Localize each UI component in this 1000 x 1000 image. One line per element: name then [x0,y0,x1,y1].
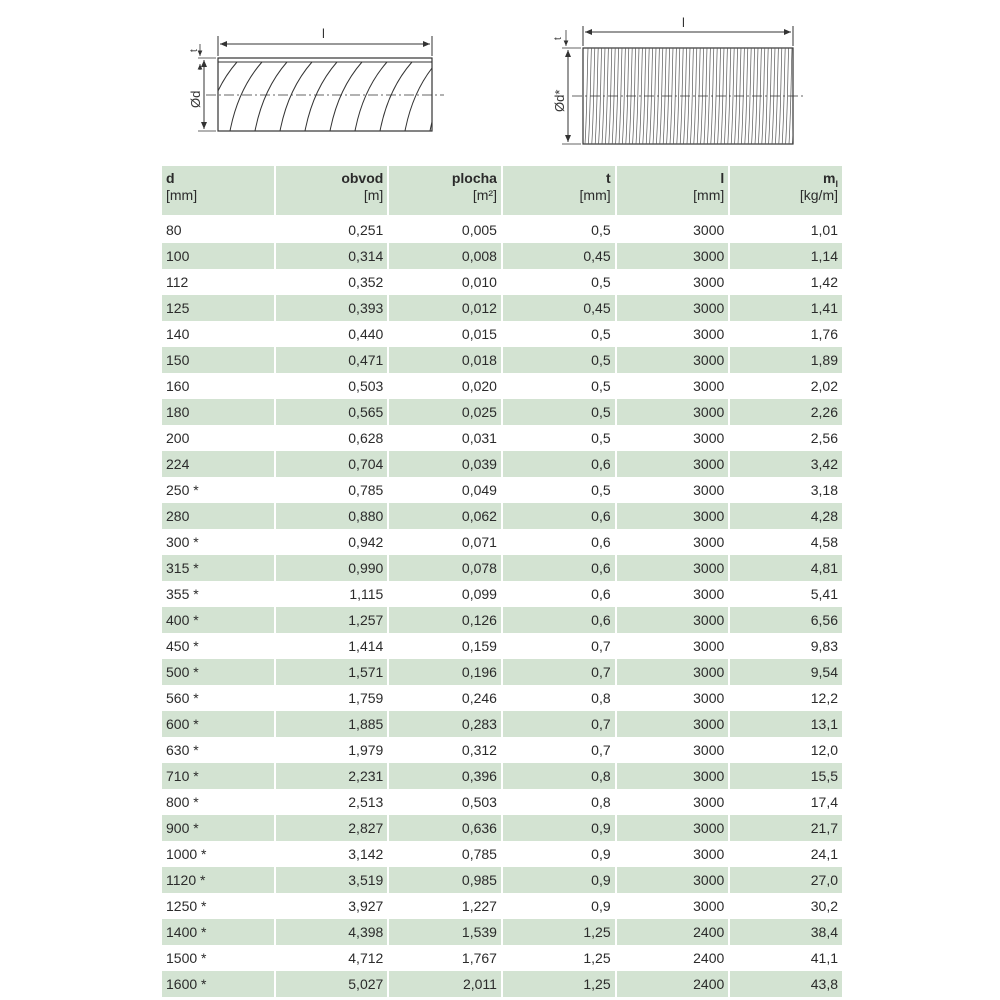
cell-ml: 1,14 [730,243,842,269]
cell-plocha: 0,062 [389,503,501,529]
flex-diameter-label: Ød* [552,89,567,112]
cell-d: 112 [166,274,189,290]
cell-l: 3000 [617,243,729,269]
cell-obvod: 1,257 [276,607,388,633]
cell-obvod: 1,885 [276,711,388,737]
cell-l: 3000 [693,482,725,498]
cell-d: 140 [166,326,190,342]
cell-l: 3000 [693,274,725,290]
cell-plocha: 0,196 [389,659,501,685]
cell-plocha: 0,503 [461,794,497,810]
header-ml-unit: [kg/m] [799,187,838,203]
header-ml-main: m [823,170,836,186]
cell-l: 3000 [617,659,729,685]
table-row [162,711,842,737]
cell-l: 3000 [693,898,725,914]
cell-ml: 2,26 [730,399,842,425]
cell-l: 3000 [617,503,729,529]
cell-plocha: 0,071 [461,534,497,550]
cell-d: 300 * [166,534,199,550]
cell-ml: 1,89 [730,347,842,373]
cell-plocha: 0,396 [389,763,501,789]
cell-plocha: 1,539 [389,919,501,945]
header-l-unit: [mm] [693,187,725,203]
cell-plocha: 1,767 [461,950,497,966]
cell-obvod: 3,927 [348,898,384,914]
cell-d: 800 * [166,794,199,810]
cell-ml: 1,01 [810,222,838,238]
cell-l: 3000 [693,378,725,394]
table-row [162,373,842,399]
cell-t: 0,7 [591,638,611,654]
cell-d: 1600 * [162,971,274,997]
cell-l: 3000 [617,399,729,425]
cell-d: 710 * [162,763,274,789]
cell-ml: 2,56 [810,430,838,446]
cell-l: 3000 [617,607,729,633]
spiral-duct-drawing [188,26,462,131]
cell-ml: 38,4 [730,919,842,945]
cell-plocha: 0,636 [389,815,501,841]
cell-obvod: 0,704 [276,451,388,477]
cell-t: 0,6 [503,451,615,477]
cell-d: 355 * [166,586,199,602]
cell-obvod: 4,712 [348,950,384,966]
cell-l: 3000 [693,690,725,706]
cell-l: 2400 [617,919,729,945]
cell-obvod: 0,990 [276,555,388,581]
cell-t: 0,5 [591,326,611,342]
table-row [162,295,842,321]
cell-plocha: 0,099 [461,586,497,602]
cell-ml: 15,5 [730,763,842,789]
header-t [503,166,615,217]
cell-obvod: 2,513 [348,794,384,810]
cell-obvod: 0,251 [348,222,384,238]
cell-obvod: 1,759 [348,690,384,706]
cell-obvod: 4,398 [276,919,388,945]
cell-ml: 43,8 [730,971,842,997]
cell-plocha: 0,018 [389,347,501,373]
cell-d: 1500 * [166,950,207,966]
cell-d: 315 * [162,555,274,581]
cell-l: 3000 [617,295,729,321]
cell-l: 3000 [693,326,725,342]
cell-d: 250 * [166,482,199,498]
header-obvod [276,166,388,217]
table-row [162,919,842,945]
cell-t: 0,9 [591,846,611,862]
cell-ml: 4,58 [810,534,838,550]
header-plocha-name: plocha [451,170,497,186]
table-row [162,607,842,633]
cell-d: 80 [166,222,182,238]
cell-d: 224 [162,451,274,477]
cell-obvod: 3,142 [348,846,384,862]
cell-ml: 27,0 [730,867,842,893]
cell-t: 0,9 [503,815,615,841]
cell-t: 0,5 [591,378,611,394]
cell-ml: 5,41 [810,586,838,602]
cell-t: 0,8 [591,794,611,810]
table-row [162,685,842,711]
spiral-seam [430,62,462,131]
header-t-name: t [605,170,611,186]
cell-obvod: 0,785 [348,482,384,498]
table-row [162,529,842,555]
cell-ml: 21,7 [730,815,842,841]
cell-plocha: 0,283 [389,711,501,737]
spec-table [160,166,844,997]
cell-obvod: 0,393 [276,295,388,321]
cell-plocha: 0,015 [461,326,497,342]
cell-plocha: 0,031 [461,430,497,446]
cell-obvod: 0,352 [348,274,384,290]
cell-d: 900 * [162,815,274,841]
cell-t: 0,8 [591,690,611,706]
table-row [162,841,842,867]
cell-t: 0,8 [503,763,615,789]
cell-l: 3000 [693,222,725,238]
cell-plocha: 1,227 [461,898,497,914]
cell-l: 3000 [693,534,725,550]
cell-ml: 4,81 [730,555,842,581]
cell-d: 630 * [166,742,199,758]
cell-d: 150 [162,347,274,373]
cell-ml: 2,02 [810,378,838,394]
table-header [162,166,842,217]
spiral-thickness-label: t [189,49,200,52]
cell-obvod: 3,519 [276,867,388,893]
cell-l: 2400 [693,950,725,966]
cell-obvod: 0,942 [348,534,384,550]
cell-ml: 17,4 [810,794,838,810]
duct-drawings [0,0,1000,165]
cell-plocha: 0,025 [389,399,501,425]
cell-ml: 3,42 [730,451,842,477]
cell-t: 0,5 [503,347,615,373]
header-d-unit: [mm] [166,187,198,203]
cell-ml: 3,18 [810,482,838,498]
cell-ml: 12,0 [810,742,838,758]
cell-ml: 1,76 [810,326,838,342]
spiral-diameter-label: Ød [188,90,203,108]
cell-t: 0,9 [503,867,615,893]
cell-l: 3000 [617,451,729,477]
cell-d: 1000 * [166,846,207,862]
table-row [162,867,842,893]
cell-t: 0,5 [591,482,611,498]
table-row [162,425,842,451]
cell-t: 0,6 [503,555,615,581]
cell-d: 280 [162,503,274,529]
cell-ml: 9,54 [730,659,842,685]
cell-d: 100 [162,243,274,269]
cell-plocha: 0,312 [461,742,497,758]
cell-d: 1120 * [162,867,274,893]
header-d-name: d [166,170,175,186]
cell-d: 1400 * [162,919,274,945]
cell-t: 0,7 [503,659,615,685]
cell-t: 0,7 [591,742,611,758]
cell-t: 0,6 [503,503,615,529]
flex-thickness-label: t [553,37,564,40]
cell-plocha: 2,011 [389,971,501,997]
cell-plocha: 0,039 [389,451,501,477]
cell-t: 0,9 [591,898,611,914]
table-row [162,893,842,919]
cell-d: 160 [166,378,190,394]
cell-t: 0,5 [503,399,615,425]
cell-ml: 24,1 [810,846,838,862]
header-plocha [389,166,501,217]
cell-d: 180 [162,399,274,425]
cell-obvod: 0,440 [348,326,384,342]
header-row [162,166,842,217]
cell-obvod: 1,571 [276,659,388,685]
table-row [162,581,842,607]
table-row [162,451,842,477]
cell-l: 3000 [693,846,725,862]
cell-t: 0,7 [503,711,615,737]
cell-obvod: 1,414 [348,638,384,654]
table-row [162,633,842,659]
cell-plocha: 0,008 [389,243,501,269]
header-ml-name [734,170,838,187]
cell-obvod: 0,503 [348,378,384,394]
cell-obvod: 0,628 [348,430,384,446]
header-d [162,166,274,217]
cell-t: 0,6 [591,534,611,550]
cell-t: 0,45 [503,243,615,269]
cell-t: 0,5 [591,274,611,290]
table-row [162,815,842,841]
cell-l: 3000 [617,815,729,841]
header-ml [730,166,842,217]
cell-ml: 1,41 [730,295,842,321]
table-row [162,217,842,243]
cell-l: 3000 [617,763,729,789]
cell-obvod: 2,827 [276,815,388,841]
cell-l: 2400 [617,971,729,997]
cell-t: 0,45 [503,295,615,321]
cell-plocha: 0,012 [389,295,501,321]
table-row [162,945,842,971]
cell-plocha: 0,010 [461,274,497,290]
cell-t: 1,25 [503,971,615,997]
cell-plocha: 0,246 [461,690,497,706]
cell-plocha: 0,159 [461,638,497,654]
cell-d: 125 [162,295,274,321]
drawings-area [0,0,1000,165]
cell-d: 600 * [162,711,274,737]
table-row [162,399,842,425]
cell-l: 3000 [617,555,729,581]
cell-plocha: 0,049 [461,482,497,498]
cell-t: 1,25 [503,919,615,945]
table-row [162,763,842,789]
flexible-duct-drawing [552,15,804,144]
cell-plocha: 0,020 [461,378,497,394]
cell-ml: 6,56 [730,607,842,633]
cell-ml: 4,28 [730,503,842,529]
table-row [162,243,842,269]
cell-d: 1250 * [166,898,207,914]
cell-l: 3000 [693,586,725,602]
cell-d: 500 * [162,659,274,685]
spiral-length-label: l [322,26,325,41]
cell-obvod: 1,979 [348,742,384,758]
cell-l: 3000 [693,430,725,446]
table-row [162,347,842,373]
cell-plocha: 0,985 [389,867,501,893]
cell-l: 3000 [693,794,725,810]
cell-obvod: 0,880 [276,503,388,529]
cell-ml: 9,83 [810,638,838,654]
table-row [162,503,842,529]
table-row [162,321,842,347]
cell-d: 200 [166,430,190,446]
cell-d: 560 * [166,690,199,706]
cell-obvod: 2,231 [276,763,388,789]
header-ml-sub: l [835,178,838,189]
cell-t: 0,6 [503,607,615,633]
cell-l: 3000 [693,638,725,654]
cell-d: 400 * [162,607,274,633]
cell-plocha: 0,785 [461,846,497,862]
cell-ml: 41,1 [810,950,838,966]
cell-obvod: 1,115 [349,586,384,602]
cell-ml: 1,42 [810,274,838,290]
cell-t: 1,25 [583,950,611,966]
cell-plocha: 0,126 [389,607,501,633]
cell-t: 0,5 [591,222,611,238]
cell-l: 3000 [693,742,725,758]
cell-obvod: 0,314 [276,243,388,269]
cell-l: 3000 [617,711,729,737]
cell-t: 0,6 [591,586,611,602]
table-row [162,971,842,997]
flex-length-label: l [682,15,685,30]
table-row [162,737,842,763]
table-row [162,789,842,815]
cell-ml: 12,2 [810,690,838,706]
table-row [162,659,842,685]
cell-obvod: 0,565 [276,399,388,425]
header-obvod-unit: [m] [363,187,384,203]
cell-d: 450 * [166,638,199,654]
header-t-unit: [mm] [579,187,611,203]
cell-obvod: 5,027 [276,971,388,997]
table-row [162,269,842,295]
cell-plocha: 0,005 [461,222,497,238]
cell-t: 0,5 [591,430,611,446]
cell-ml: 30,2 [810,898,838,914]
header-l-name: l [720,170,725,186]
cell-l: 3000 [617,867,729,893]
table-row [162,555,842,581]
table-body [162,217,842,997]
cell-l: 3000 [617,347,729,373]
cell-obvod: 0,471 [276,347,388,373]
header-l [617,166,729,217]
cell-plocha: 0,078 [389,555,501,581]
header-plocha-unit: [m²] [472,187,497,203]
cell-ml: 13,1 [730,711,842,737]
header-obvod-name: obvod [341,170,384,186]
table-row [162,477,842,503]
